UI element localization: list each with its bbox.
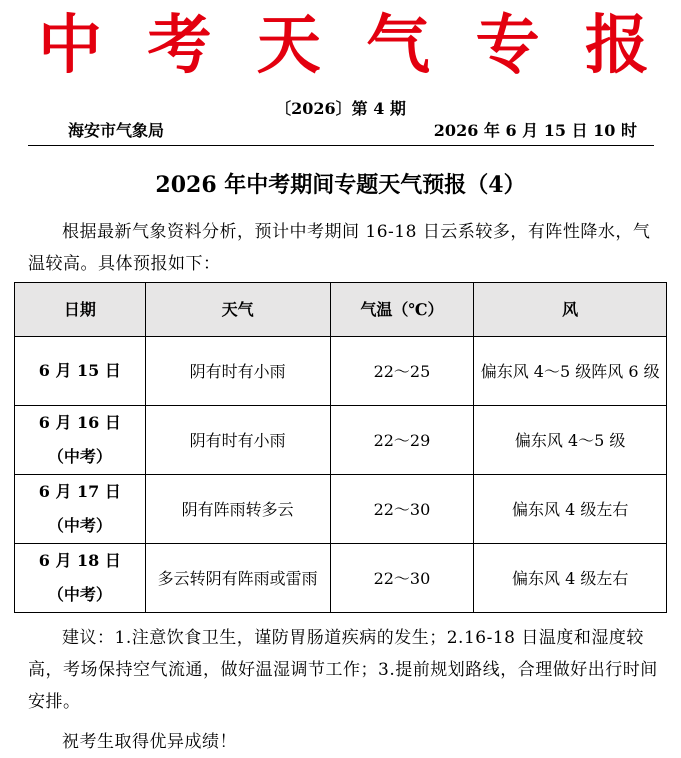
masthead-char: 气 — [366, 8, 431, 83]
advice-paragraph: 建议：1.注意饮食卫生，谨防胃肠道疾病的发生；2.16-18 日温度和湿度较高，考场保持空气流通，做好温湿调节工作；3.提前规划路线，合理做好出行时间安排。 — [28, 628, 658, 712]
issue-number: 〔2026〕第 4 期 — [275, 99, 406, 118]
column-header-date: 日期 — [15, 283, 146, 337]
page-title: 2026 年中考期间专题天气预报（4） — [155, 172, 526, 198]
wind-cell: 偏东风 4 级左右 — [474, 544, 667, 613]
date-text: 6 月 18 日 — [38, 551, 121, 570]
exam-note: （中考） — [47, 585, 112, 604]
header-divider — [28, 145, 654, 146]
masthead-char: 报 — [584, 8, 649, 83]
table-row — [15, 337, 667, 406]
table-header-row — [15, 283, 667, 337]
temperature-cell: 22～30 — [330, 544, 474, 613]
date-cell — [15, 475, 146, 544]
table-row — [15, 475, 667, 544]
column-header-wind: 风 — [474, 283, 667, 337]
masthead-char: 专 — [475, 8, 540, 83]
weather-cell: 多云转阴有阵雨或雷雨 — [145, 544, 330, 613]
masthead-char: 天 — [256, 8, 321, 83]
date-text: 6 月 17 日 — [38, 482, 121, 501]
wind-cell: 偏东风 4～5 级阵风 6 级 — [474, 337, 667, 406]
intro-paragraph: 根据最新气象资料分析，预计中考期间 16-18 日云系较多，有阵性降水，气温较高。具体预报如下： — [28, 222, 651, 274]
forecast-table — [14, 282, 667, 613]
wind-cell: 偏东风 4 级左右 — [474, 475, 667, 544]
issuing-organization: 海安市气象局 — [68, 121, 165, 140]
exam-note: （中考） — [47, 516, 112, 535]
weather-cell: 阴有时有小雨 — [145, 337, 330, 406]
date-text: 6 月 15 日 — [38, 361, 121, 380]
weather-cell: 阴有时有小雨 — [145, 406, 330, 475]
date-cell — [15, 544, 146, 613]
weather-cell: 阴有阵雨转多云 — [145, 475, 330, 544]
column-header-weather: 天气 — [145, 283, 330, 337]
issue-date: 2026 年 6 月 15 日 10 时 — [433, 121, 637, 140]
date-cell — [15, 337, 146, 406]
temperature-cell: 22～29 — [330, 406, 474, 475]
masthead-char: 考 — [147, 8, 212, 83]
closing-line: 祝考生取得优异成绩！ — [62, 732, 237, 752]
date-cell — [15, 406, 146, 475]
table-row — [15, 406, 667, 475]
table-row — [15, 544, 667, 613]
date-text: 6 月 16 日 — [38, 413, 121, 432]
masthead-char: 中 — [38, 8, 102, 83]
wind-cell: 偏东风 4～5 级 — [474, 406, 667, 475]
temperature-cell: 22～30 — [330, 475, 474, 544]
exam-note: （中考） — [47, 447, 112, 466]
temperature-cell: 22～25 — [330, 337, 474, 406]
masthead-title — [0, 8, 681, 84]
column-header-temperature: 气温（℃） — [330, 283, 474, 337]
